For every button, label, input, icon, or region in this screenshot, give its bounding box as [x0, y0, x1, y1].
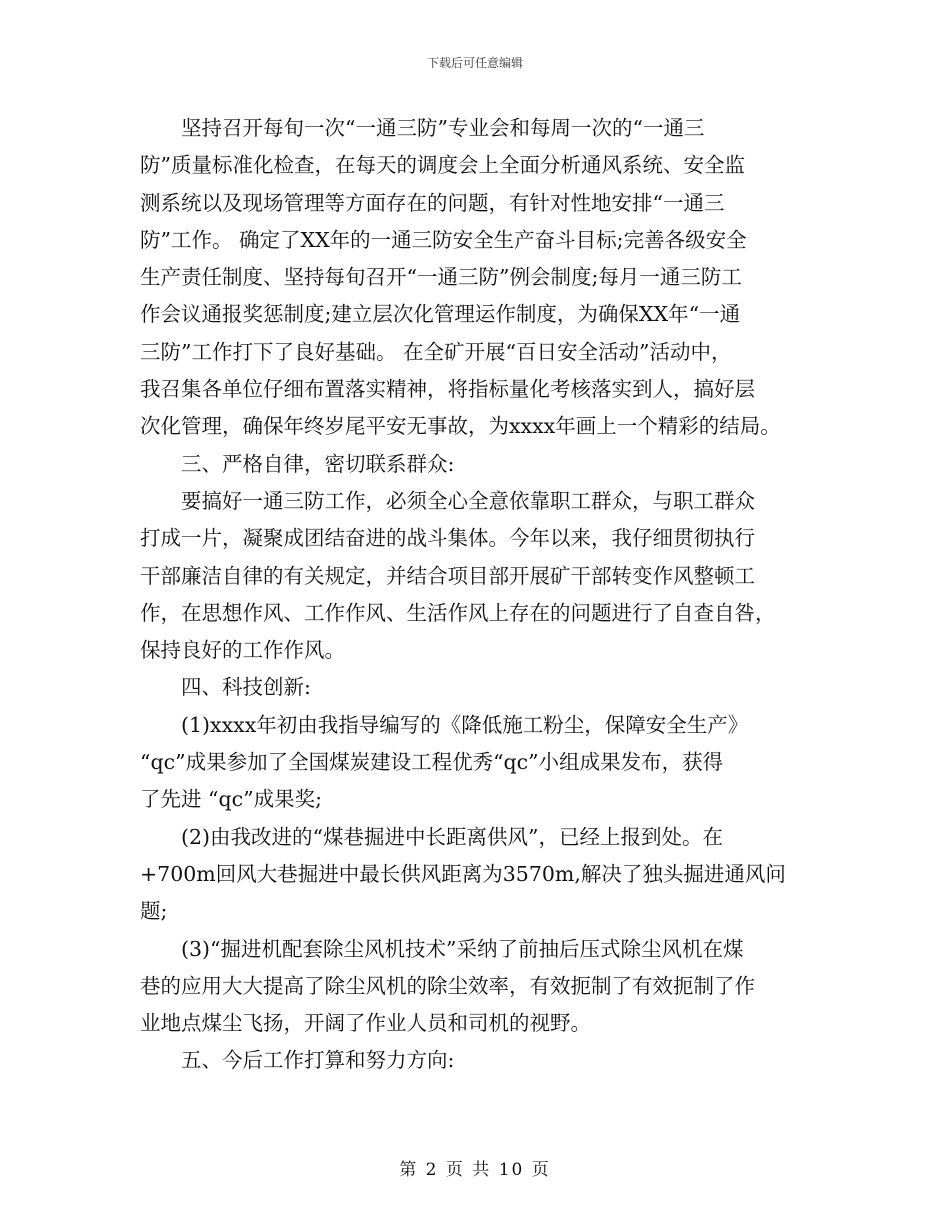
page-header: 下载后可任意编辑 [426, 56, 523, 70]
text-line: 题; [140, 899, 168, 924]
text-line: 保持良好的工作作风。 [140, 638, 345, 663]
text-line: 我召集各单位仔细布置落实精神，将指标量化考核落实到人，搞好层 [140, 377, 755, 402]
text-line: 防”工作。 确定了XX年的一通三防安全生产奋斗目标;完善各级安全 [140, 227, 747, 252]
text-line: 巷的应用大大提高了除尘风机的除尘效率，有效扼制了有效扼制了作 [140, 973, 755, 998]
section-heading-3 [140, 446, 830, 483]
text-line: (1)xxxx年初由我指导编写的《降低施工粉尘，保障安全生产》 [181, 712, 749, 737]
text-line: 干部廉洁自律的有关规定，并结合项目部开展矿干部转变作风整顿工 [140, 563, 755, 588]
text-line: 作，在思想作风、工作作风、生活作风上存在的问题进行了自查自咎， [140, 600, 776, 625]
text-line: (2)由我改进的“煤巷掘进中长距离供风”，已经上报到处。在 [181, 824, 723, 849]
text-line: 坚持召开每旬一次“一通三防”专业会和每周一次的“一通三 [181, 116, 705, 140]
text-line: 生产责任制度、坚持每旬召开“一通三防”例会制度;每月一通三防工 [140, 265, 742, 290]
text-line: 次化管理，确保年终岁尾平安无事故，为xxxx年画上一个精彩的结局。 [140, 414, 781, 439]
text-line: 要搞好一通三防工作，必须全心全意依靠职工群众，与职工群众 [181, 488, 755, 513]
text-line: (3)“掘进机配套除尘风机技术”采纳了前抽后压式除尘风机在煤 [181, 936, 744, 961]
text-line: 了先进 “qc”成果奖; [140, 787, 322, 812]
text-line: 作会议通报奖惩制度;建立层次化管理运作制度，为确保XX年“一通 [140, 302, 741, 327]
text-line: “qc”成果参加了全国煤炭建设工程优秀“qc”小组成果发布，获得 [140, 750, 724, 775]
section-heading-5 [140, 1042, 830, 1079]
text-line: 业地点煤尘飞扬，开阔了作业人员和司机的视野。 [140, 1011, 591, 1036]
section-heading: 四、科技创新: [181, 675, 311, 700]
paragraph-item-2 [140, 819, 830, 931]
paragraph-2 [140, 483, 830, 669]
page-footer: 第 2 页 共 10 页 [399, 1160, 551, 1180]
paragraph-item-1 [140, 707, 830, 819]
text-line: 测系统以及现场管理等方面存在的问题，有针对性地安排“一通三 [140, 190, 725, 215]
paragraph-item-3 [140, 931, 830, 1043]
text-line: +700m回风大巷掘进中最长供风距离为3570m,解决了独头掘进通风问 [140, 861, 786, 886]
paragraph-1 [140, 110, 830, 446]
text-line: 三防”工作打下了良好基础。 在全矿开展“百日安全活动”活动中， [140, 339, 732, 364]
section-heading-4 [140, 669, 830, 706]
text-line: 防”质量标准化检查，在每天的调度会上全面分析通风系统、安全监 [140, 153, 745, 178]
section-heading: 三、严格自律，密切联系群众: [181, 451, 455, 476]
text-line: 打成一片，凝聚成团结奋进的战斗集体。今年以来，我仔细贯彻执行 [140, 526, 755, 551]
section-heading: 五、今后工作打算和努力方向: [181, 1048, 455, 1073]
document-body [140, 110, 830, 1080]
